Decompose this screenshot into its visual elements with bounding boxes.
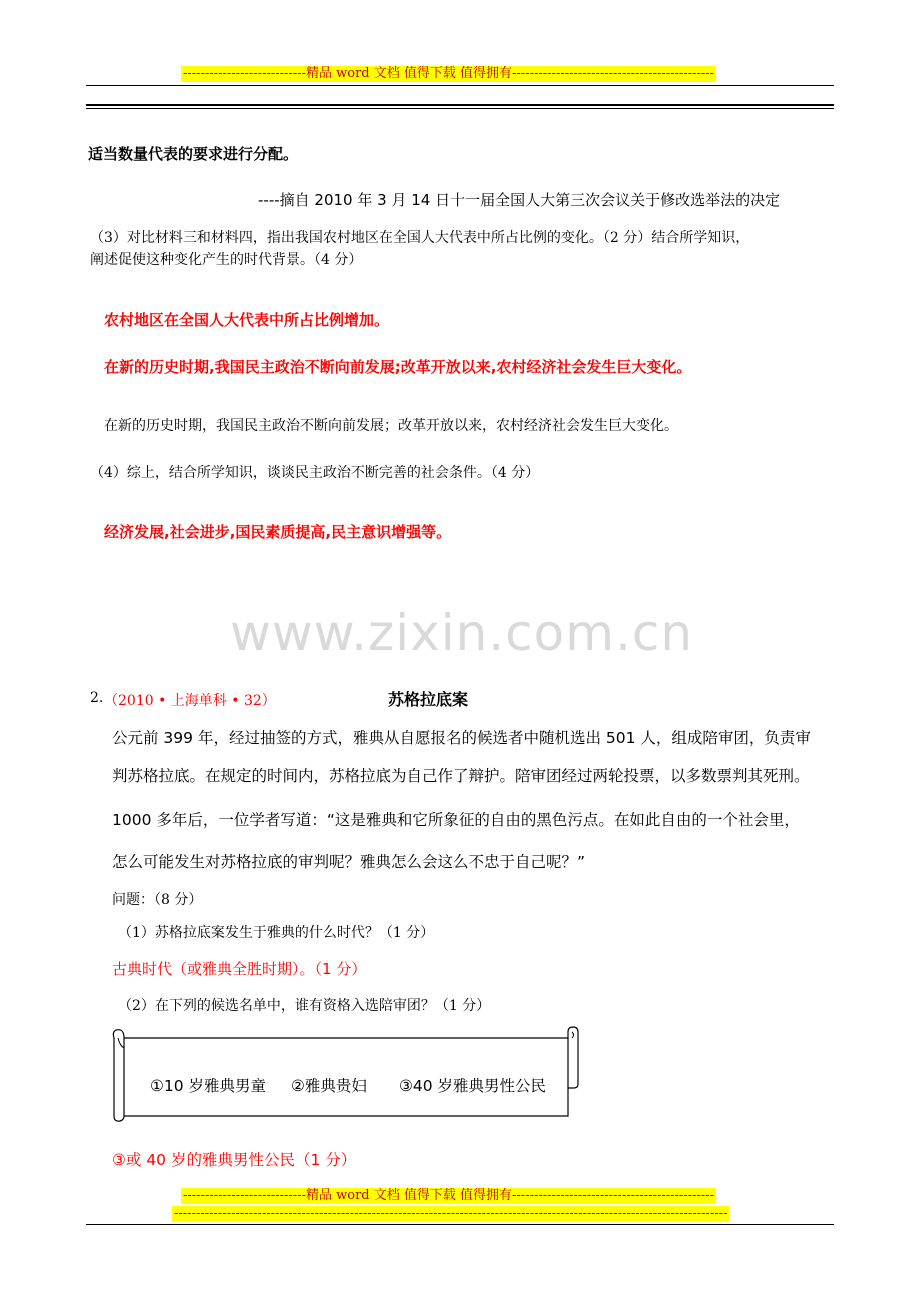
header-banner: ----------------------------精品 word 文档 值得下载 值得拥有----------------------------------------------: [183, 66, 715, 81]
answer-3-line-1: 农村地区在全国人大代表中所占比例增加。: [104, 311, 390, 329]
citation: ----摘自 2010 年 3 月 14 日十一届全国人大第三次会议关于修改选举法的决定: [258, 191, 781, 209]
question-3-line-1: （3）对比材料三和材料四，指出我国农村地区在全国人大代表中所占比例的变化。（2 分）结合所学知识，: [90, 230, 750, 246]
question-1: （1）苏格拉底案发生于雅典的什么时代？（1 分）: [118, 925, 435, 941]
answer-4: 经济发展,社会进步,国民素质提高,民主意识增强等。: [104, 523, 452, 541]
footer-banner-line-1: ----------------------------精品 word 文档 值得下载 值得拥有----------------------------------------------: [183, 1188, 715, 1203]
answer-3-line-2: 在新的历史时期,我国民主政治不断向前发展;改革开放以来,农村经济社会发生巨大变化。: [104, 358, 692, 376]
paragraph-line-3: 1000 多年后，一位学者写道：“这是雅典和它所象征的自由的黑色污点。在如此自由的一个社会里，: [112, 811, 800, 829]
question-source: （2010 • 上海单科 • 32）: [104, 693, 276, 709]
header-rule-double-b: [86, 108, 834, 109]
answer-2: ③或 40 岁的雅典男性公民（1 分）: [112, 1151, 357, 1169]
paragraph-line-1: 公元前 399 年，经过抽签的方式，雅典从自愿报名的候选者中随机选出 501 人，组成陪审团，负责审: [112, 729, 811, 747]
question-2: （2）在下列的候选名单中，谁有资格入选陪审团？（1 分）: [118, 998, 491, 1014]
watermark: www.zixin.com.cn: [230, 604, 694, 662]
paragraph-line-2: 判苏格拉底。在规定的时间内，苏格拉底为自己作了辩护。陪审团经过两轮投票，以多数票判其死刑。: [112, 767, 810, 785]
footer-banner-line-2: ------------------------------------------------------------------------------------------------------------------------------: [174, 1206, 728, 1221]
questions-label: 问题：（8 分）: [112, 892, 203, 908]
footer-rule: [86, 1224, 834, 1225]
answer-1: 古典时代（或雅典全胜时期）。（1 分）: [112, 960, 367, 978]
candidate-2: ②雅典贵妇: [291, 1077, 367, 1095]
candidate-1: ①10 岁雅典男童: [150, 1077, 267, 1095]
question-4: （4）综上，结合所学知识，谈谈民主政治不断完善的社会条件。（4 分）: [90, 465, 540, 481]
answer-3-plain: 在新的历史时期，我国民主政治不断向前发展；改革开放以来，农村经济社会发生巨大变化。: [104, 418, 678, 434]
candidate-3: ③40 岁雅典男性公民: [399, 1077, 547, 1095]
header-rule-double-a: [86, 104, 834, 106]
paragraph-line-4: 怎么可能发生对苏格拉底的审判呢？雅典怎么会这么不忠于自己呢？”: [112, 853, 586, 871]
question-3-line-2: 阐述促使这种变化产生的时代背景。（4 分）: [90, 252, 363, 268]
continued-text: 适当数量代表的要求进行分配。: [88, 145, 299, 163]
question-number: 2.: [90, 690, 104, 706]
header-rule-thin: [86, 85, 834, 86]
case-title: 苏格拉底案: [388, 690, 469, 709]
